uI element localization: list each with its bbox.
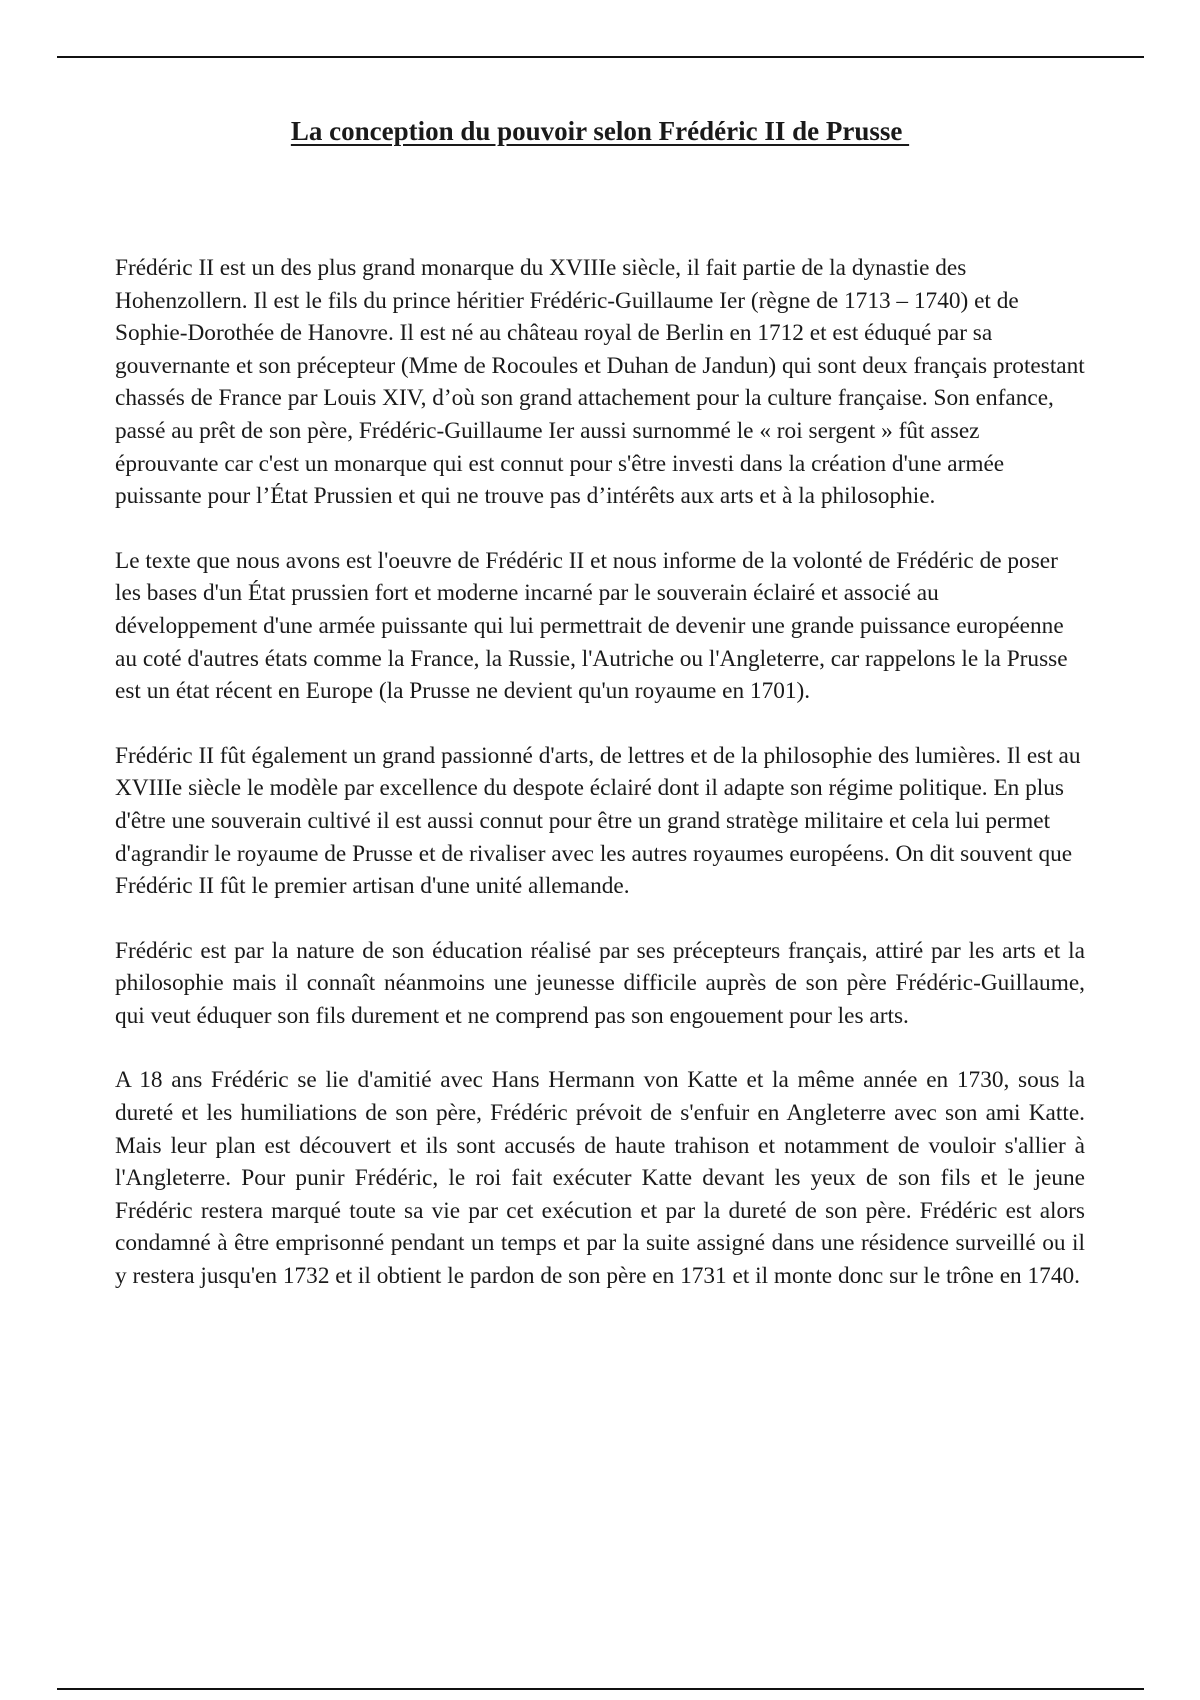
paragraph-education: Frédéric est par la nature de son éducation réalisé par ses précepteurs français, attiré par les arts et la philosophie mais il connaît néanmoins une jeunesse difficile auprès de son père Frédéric-Guillaume, qui veut éduquer son fils durement et ne comprend pas son engouement pour les arts.	[115, 937, 1085, 1029]
paragraph-intro: Frédéric II est un des plus grand monarque du XVIIIe siècle, il fait partie de la dynastie des Hohenzollern. Il est le fils du prince héritier Frédéric-Guillaume Ier (règne de 1713 – 1740) et de Sophie-Dorothée de Hanovre. Il est né au château royal de Berlin en 1712 et est éduqué par sa gouvernante et son précepteur (Mme de Rocoules et Duhan de Jandun) qui sont deux français protestant chassés de France par Louis XIV, d’où son grand attachement pour la culture française. Son enfance, passé au prêt de son père, Frédéric-Guillaume Ier aussi surnommé le « roi sergent » fût assez éprouvante car c'est un monarque qui est connut pour s'être investi dans la création d'une armée puissante pour l’État Prussien et qui ne trouve pas d’intérêts aux arts et à la philosophie.	[115, 255, 1085, 510]
footer-rule	[57, 1688, 1144, 1690]
document-body	[115, 252, 1085, 1325]
paragraph-katte-affair: A 18 ans Frédéric se lie d'amitié avec Hans Hermann von Katte et la même année en 1730, sous la dureté et les humiliations de son père, Frédéric prévoit de s'enfuir en Angleterre avec son ami Katte. Mais leur plan est découvert et ils sont accusés de haute trahison et notamment de vouloir s'allier à l'Angleterre. Pour punir Frédéric, le roi fait exécuter Katte devant les yeux de son fils et le jeune Frédéric restera marqué toute sa vie par cet exécution et par la dureté de son père. Frédéric est alors condamné à être emprisonné pendant un temps et par la suite assigné dans une résidence surveillé ou il y restera jusqu'en 1732 et il obtient le pardon de son père en 1731 et il monte donc sur le trône en 1740.	[115, 1067, 1085, 1290]
paragraph-enlightened-despot: Frédéric II fût également un grand passionné d'arts, de lettres et de la philosophie des lumières. Il est au XVIIIe siècle le modèle par excellence du despote éclairé dont il adapte son régime politique. En plus d'être une souverain cultivé il est aussi connut pour être un grand stratège militaire et cela lui permet d'agrandir le royaume de Prusse et de rivaliser avec les autres royaumes européens. On dit souvent que Frédéric II fût le premier artisan d'une unité allemande.	[115, 742, 1081, 900]
paragraph-text-presentation: Le texte que nous avons est l'oeuvre de Frédéric II et nous informe de la volonté de Frédéric de poser les bases d'un État prussien fort et moderne incarné par le souverain éclairé et associé au développement d'une armée puissante qui lui permettrait de devenir une grande puissance européenne au coté d'autres états comme la France, la Russie, l'Autriche ou l'Angleterre, car rappelons le la Prusse est un état récent en Europe (la Prusse ne devient qu'un royaume en 1701).	[115, 547, 1068, 705]
header-rule	[57, 56, 1144, 58]
document-title: La conception du pouvoir selon Frédéric II de Prusse	[290, 116, 910, 146]
